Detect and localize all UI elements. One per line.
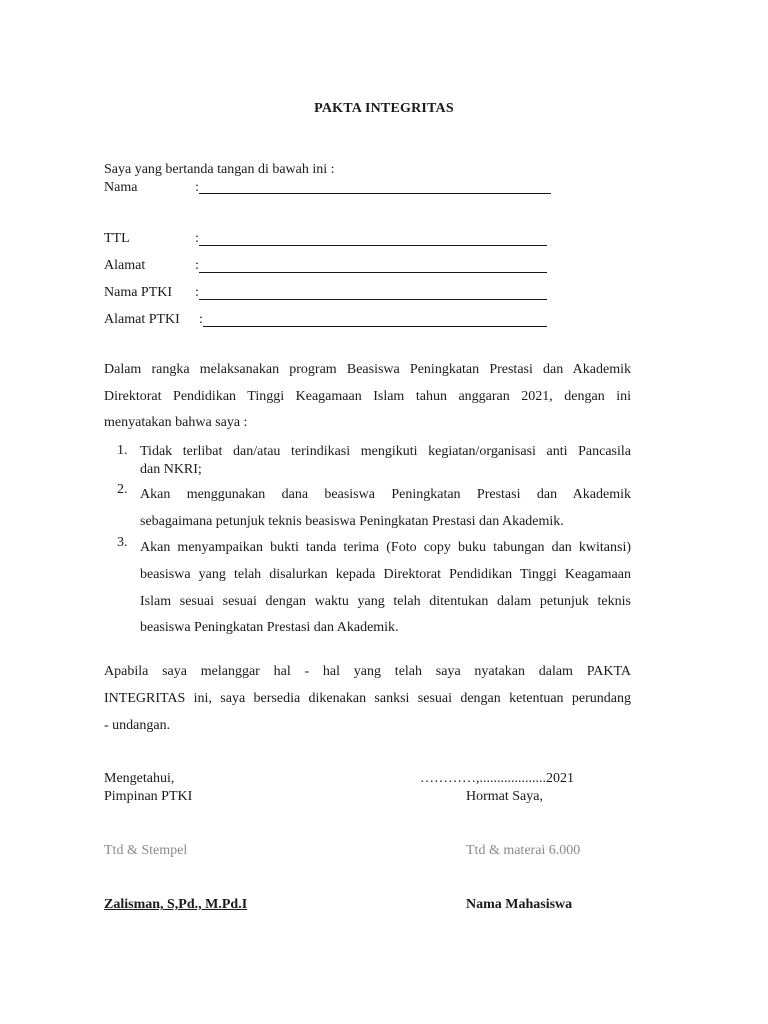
field-colon: : bbox=[195, 285, 199, 300]
field-label-alamat: Alamat bbox=[104, 258, 146, 273]
paragraph-line: Dalam rangka melaksanakan program Beasiswa Peningkatan Prestasi dan Akademik bbox=[104, 362, 631, 377]
ptki-head-label: Pimpinan PTKI bbox=[104, 789, 193, 804]
field-line-alamat[interactable] bbox=[199, 272, 547, 273]
list-line: dan NKRI; bbox=[140, 462, 202, 477]
field-line-ttl[interactable] bbox=[199, 245, 547, 246]
field-line-nama[interactable] bbox=[199, 193, 551, 194]
field-colon: : bbox=[195, 231, 199, 246]
field-colon: : bbox=[195, 258, 199, 273]
stamp-duty-signature-placeholder: Ttd & materai 6.000 bbox=[466, 843, 581, 858]
field-line-nama-ptki[interactable] bbox=[199, 299, 547, 300]
document-title: PAKTA INTEGRITAS bbox=[314, 101, 454, 116]
statement-paragraph bbox=[104, 357, 631, 437]
list-line: Akan menggunakan dana beasiswa Peningkatan Prestasi dan Akademik bbox=[140, 487, 631, 502]
sanction-paragraph bbox=[104, 658, 631, 739]
list-number: 1. bbox=[117, 443, 128, 458]
list-line: Islam sesuai sesuai dengan waktu yang telah ditentukan dalam petunjuk teknis bbox=[140, 593, 631, 609]
list-line: beasiswa Peningkatan Prestasi dan Akademik. bbox=[140, 620, 399, 636]
ptki-head-name: Zalisman, S,Pd., M.Pd.I bbox=[104, 897, 248, 912]
list-number: 2. bbox=[117, 482, 128, 497]
field-label-ttl: TTL bbox=[104, 231, 130, 246]
date-placeholder: …………,...................2021 bbox=[420, 771, 574, 786]
field-label-nama: Nama bbox=[104, 180, 138, 195]
paragraph-line: INTEGRITAS ini, saya bersedia dikenakan sanksi sesuai dengan ketentuan perundang bbox=[104, 691, 631, 706]
field-line-alamat-ptki[interactable] bbox=[203, 326, 547, 327]
intro-text: Saya yang bertanda tangan di bawah ini : bbox=[104, 162, 335, 177]
student-name: Nama Mahasiswa bbox=[466, 897, 573, 912]
stamp-signature-placeholder: Ttd & Stempel bbox=[104, 843, 188, 858]
list-line: Tidak terlibat dan/atau terindikasi mengikuti kegiatan/organisasi anti Pancasila bbox=[140, 444, 631, 459]
field-label-nama-ptki: Nama PTKI bbox=[104, 285, 173, 300]
field-label-alamat-ptki: Alamat PTKI bbox=[104, 312, 180, 327]
regards-label: Hormat Saya, bbox=[466, 789, 543, 804]
field-colon: : bbox=[199, 312, 203, 327]
paragraph-line: - undangan. bbox=[104, 718, 171, 733]
paragraph-line: menyatakan bahwa saya : bbox=[104, 415, 248, 430]
list-line: sebagaimana petunjuk teknis beasiswa Peningkatan Prestasi dan Akademik. bbox=[140, 513, 564, 529]
paragraph-line: Direktorat Pendidikan Tinggi Keagamaan Islam tahun anggaran 2021, dengan ini bbox=[104, 388, 631, 404]
acknowledged-label: Mengetahui, bbox=[104, 771, 175, 786]
list-line: Akan menyampaikan bukti tanda terima (Foto copy buku tabungan dan kwitansi) bbox=[140, 540, 631, 555]
field-colon: : bbox=[195, 180, 199, 195]
list-line: beasiswa yang telah disalurkan kepada Direktorat Pendidikan Tinggi Keagamaan bbox=[140, 566, 631, 582]
paragraph-line: Apabila saya melanggar hal - hal yang telah saya nyatakan dalam PAKTA bbox=[104, 664, 631, 679]
list-number: 3. bbox=[117, 535, 128, 550]
